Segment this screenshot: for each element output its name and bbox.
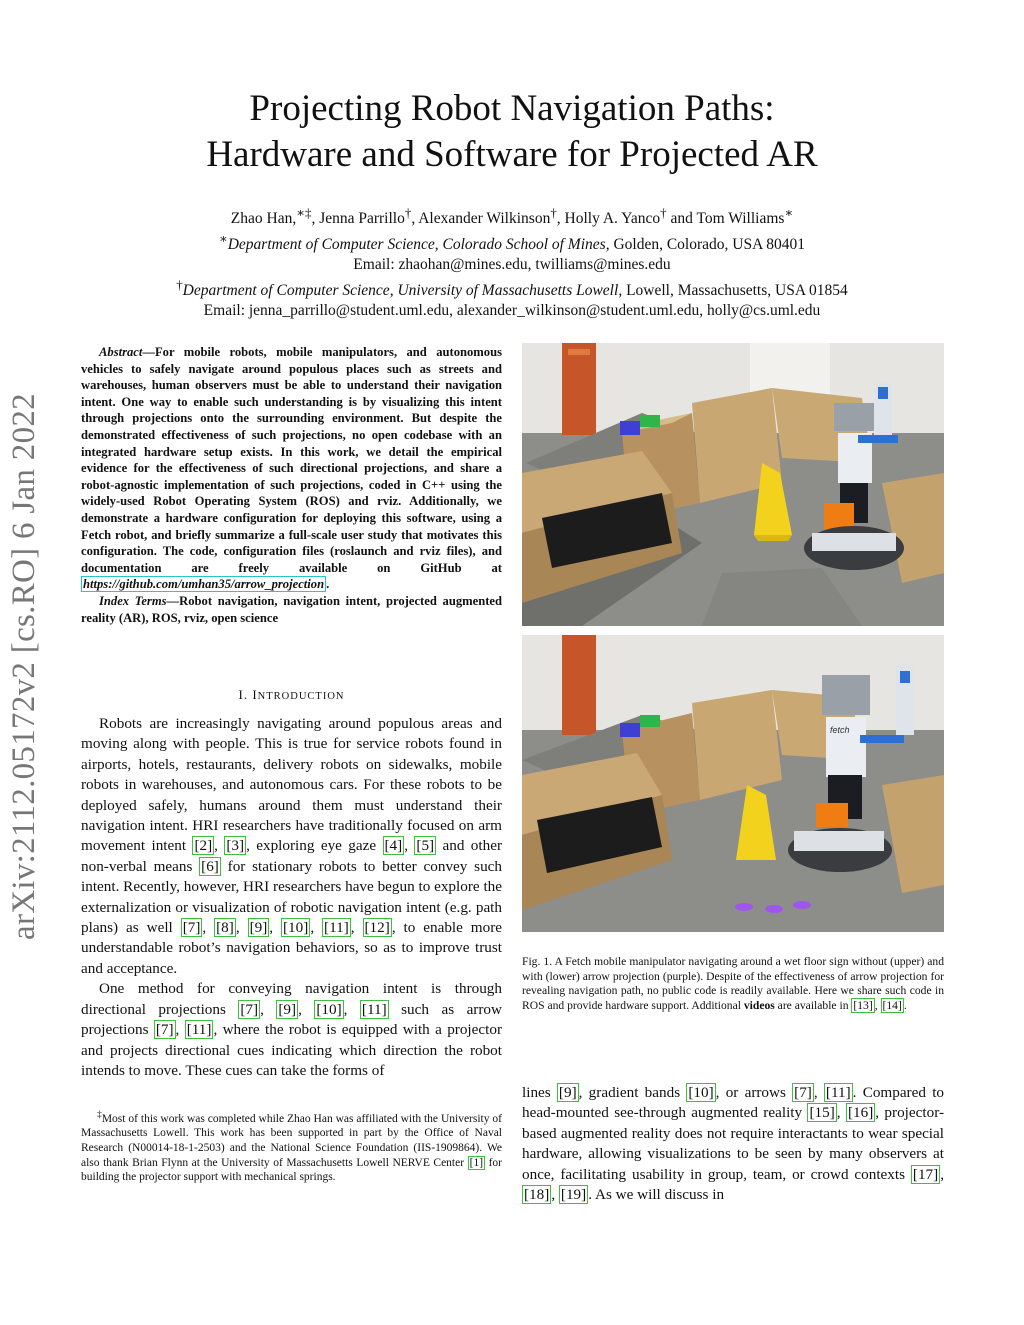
email-2: Email: jenna_parrillo@student.uml.edu, alexander_wilkinson@student.uml.edu, holly@cs.uml.edu xyxy=(203,302,821,320)
title-line-1: Projecting Robot Navigation Paths: xyxy=(249,88,775,129)
title-line-2: Hardware and Software for Projected AR xyxy=(206,134,818,175)
citation-link[interactable]: [19] xyxy=(560,1186,587,1204)
abstract: Abstract—For mobile robots, mobile manipulators, and autonomous vehicles to safely navigate around populous places such as streets and warehouses, human observers must be able to understand their navigation intent. One way to enable such understanding is by visualizing this intent through projections onto the surrounding environment. But despite the demonstrated effectiveness of such projections, no open codebase with an integrated hardware setup exists. In this work, we detail the empirical evidence for the effectiveness of such directional projections, and share a robot-agnostic implementation of such projections, coded in C++ using the widely-used Robot Operating System (ROS) and rviz. Additionally, we demonstrate a hardware configuration for deploying this software, using a Fetch robot, and briefly summarize a full-scale user study that motivates this configuration. The code, configuration files (roslaunch and rviz files), and documentation are freely available on GitHub at https://github.com/umhan35/arrow_projection . Index Terms—Robot navigation, navigation intent, projected augmented reality (AR), ROS, rviz, open science xyxy=(81,345,502,625)
citation-link[interactable]: [16] xyxy=(847,1104,874,1122)
projection-arrow-mark xyxy=(765,905,783,913)
paper-title xyxy=(80,86,944,178)
citation-link[interactable]: [7] xyxy=(794,1084,812,1101)
index-terms: Index Terms—Robot navigation, navigation intent, projected augmented reality (AR), ROS, rviz, open science xyxy=(81,593,502,625)
citation-link[interactable]: [5] xyxy=(416,837,435,855)
citation-link[interactable]: [8] xyxy=(216,919,234,937)
citation-link[interactable]: [15] xyxy=(809,1104,835,1122)
citation-link[interactable]: [9] xyxy=(558,1084,577,1101)
figure-photo-upper xyxy=(522,343,944,626)
citation-link[interactable]: [2] xyxy=(194,837,213,855)
citation-link[interactable]: [10] xyxy=(283,919,309,937)
citation-link[interactable]: [7] xyxy=(155,1021,174,1039)
robot-scene-illustration xyxy=(522,343,944,626)
intro-paragraph-1: Robots are increasingly navigating around populous areas and moving along with people. This is true for service robots found in airports, hotels, restaurants, delivery robots on sidewalks, mobile robots in warehouses, and autonomous cars. For these robots to be deployed safely, humans around them must understand their navigation intent. HRI researchers have traditionally focused on arm movement intent [2] , [3] , exploring eye gaze [4] , [5] and other non-verbal means [6] for stationary robots to better convey such intent. Recently, however, HRI researchers have begun to explore the externalization or visualization of robotic navigation intent (e.g. path plans) as well [7] , [8] , [9] , [10] , [11] , [12] , to enable more understandable robot’s navigation behaviors, so as to improve trust and acceptance. xyxy=(81,715,503,977)
arxiv-identifier: arXiv:2112.05172v2 [cs.RO] 6 Jan 2022 xyxy=(6,393,42,940)
citation-link[interactable]: [11] xyxy=(324,919,349,937)
citation-link[interactable]: [11] xyxy=(361,1000,387,1018)
citation-link[interactable]: [10] xyxy=(316,1000,342,1018)
figure-photo-lower xyxy=(522,635,944,932)
robot-scene-with-projection xyxy=(522,635,944,932)
projection-arrow-mark xyxy=(793,901,811,909)
citation-link[interactable]: [7] xyxy=(240,1000,259,1018)
author-names: Zhao Han,∗‡, Jenna Parrillo†, Alexander Wilkinson†, Holly A. Yanco† and Tom Williams∗ xyxy=(230,205,794,228)
affiliation-1: ∗Department of Computer Science, Colorado School of Mines, Golden, Colorado, USA 80401 xyxy=(218,231,806,254)
citation-link[interactable]: [6] xyxy=(201,857,219,875)
citation-link[interactable]: [9] xyxy=(249,919,268,937)
right-column-text: lines [9] , gradient bands [10] , or arrows [7] , [11] . Compared to head-mounted see-through augmented reality [15] , [16] , projector-based augmented reality does not require interactants to wear special hardware, allowing visualizations to be seen by many observers at once, facilitating usability in group, team, or crowd contexts [17] , [18] , [19] . As we will discuss in xyxy=(522,1084,945,1204)
section-heading-introduction: I. INTRODUCTION xyxy=(238,687,345,702)
citation-link[interactable]: [14] xyxy=(882,998,902,1012)
fetch-logo-text: fetch xyxy=(830,725,850,735)
footnote: ‡Most of this work was completed while Zhao Han was affiliated with the University of Massachusetts Lowell. This work has been supported in part by the Office of Naval Research (N00014-18-1-2503) and the National Science Foundation (IIS-1909864). We also thank Brian Flynn at the University of Massachusetts Lowell NERVE Center [1] for building the projector support with mechanical springs. xyxy=(81,1109,502,1184)
citation-link[interactable]: [4] xyxy=(384,837,403,855)
projection-arrow-mark xyxy=(735,903,753,911)
affiliation-2: †Department of Computer Science, University of Massachusetts Lowell, Lowell, Massachusetts, USA 01854 xyxy=(176,277,848,300)
citation-link[interactable]: [9] xyxy=(278,1000,297,1018)
abstract-label: Abstract xyxy=(99,345,143,359)
author-block xyxy=(80,203,944,321)
citation-link[interactable]: [18] xyxy=(524,1186,550,1204)
introduction-text xyxy=(81,714,502,1081)
github-link[interactable]: https://github.com/umhan35/arrow_projection xyxy=(83,577,325,592)
email-1: Email: zhaohan@mines.edu, twilliams@mines.edu xyxy=(353,256,671,274)
citation-link[interactable]: [1] xyxy=(469,1156,484,1169)
citation-link[interactable]: [11] xyxy=(825,1084,851,1101)
citation-link[interactable]: [3] xyxy=(226,837,245,855)
intro-paragraph-2: One method for conveying navigation intent is through directional projections [7] , [9] , [10] , [11] such as arrow projections [7] , [11] , where the robot is equipped with a projector and projects directional cues indicating which direction the robot intends to move. These cues can take the forms of xyxy=(81,980,503,1079)
citation-link[interactable]: [13] xyxy=(853,998,873,1012)
citation-link[interactable]: [10] xyxy=(688,1084,714,1101)
citation-link[interactable]: [17] xyxy=(912,1165,939,1183)
figure-caption: Fig. 1. A Fetch mobile manipulator navigating around a wet floor sign without (upper) and with (lower) arrow projection (purple). Despite of the effectiveness of arrow projection for revealing navigation path, no public code is readily available. Here we share such code in ROS and provide hardware support. Additional videos are available in [13] , [14] . xyxy=(522,955,944,1012)
citation-link[interactable]: [7] xyxy=(182,919,201,937)
citation-link[interactable]: [11] xyxy=(186,1021,212,1039)
citation-link[interactable]: [12] xyxy=(364,919,390,937)
